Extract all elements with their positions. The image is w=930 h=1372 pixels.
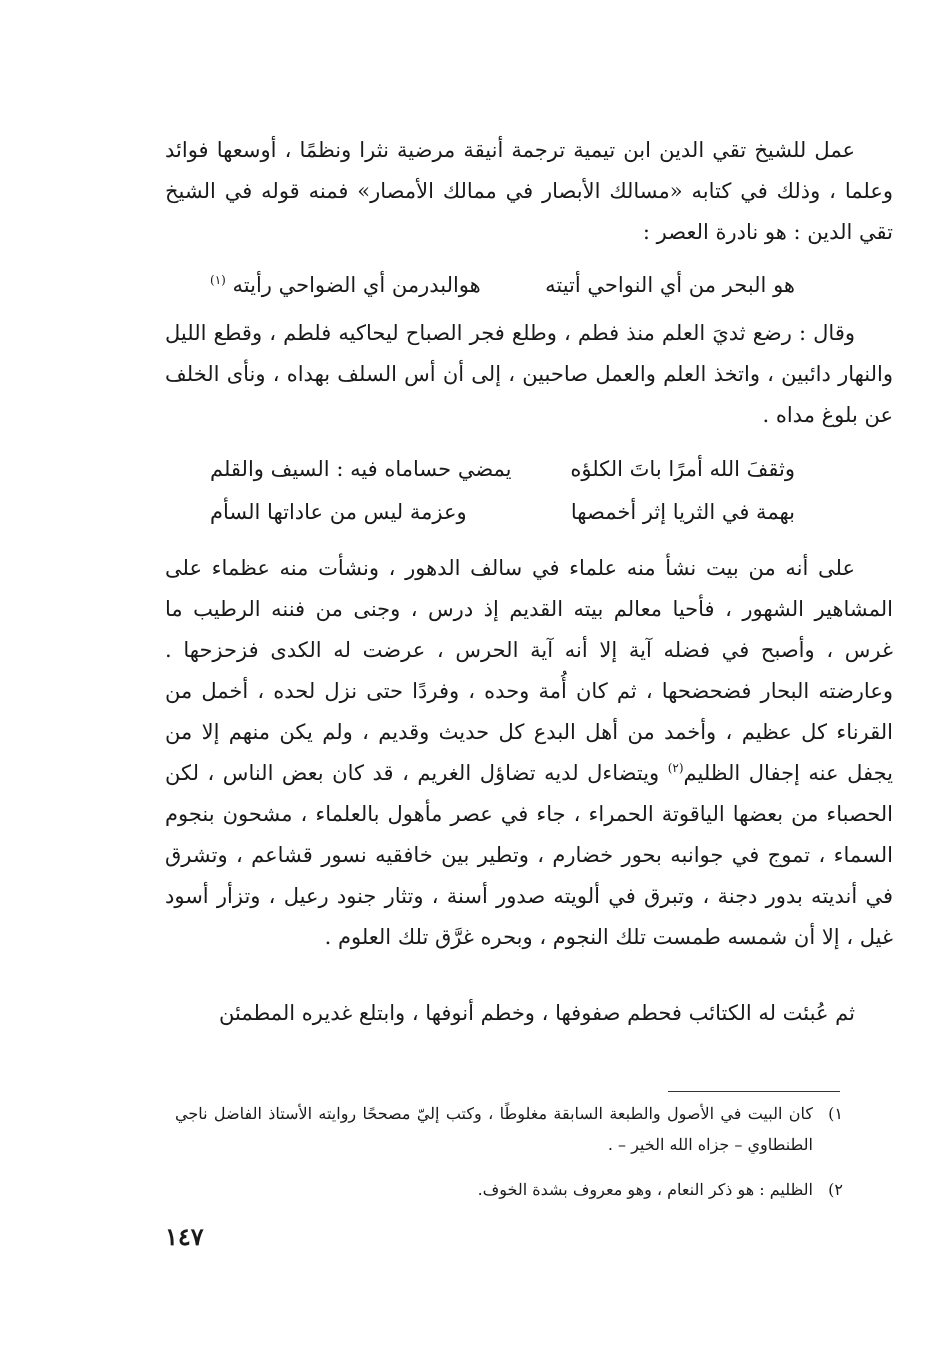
paragraph-lineage-text: على أنه من بيت نشأ منه علماء في سالف الدهور ، ونشأت منه عظماء على المشاهير الشهور ، فأحيا معالم بيته القديم إذ درس ، وجنى من فننه الرطيب ما غرس ، وأصبح في فضله آية إلا أنه آية الحرس ، عرضت له الكدى فزحزحها . وعارضته البحار فضحضحها ، ثم كان أُمة وحده ، وفردًا حتى نزل لحده ، أخمل من القرناء كل عظيم ، وأخمد من أهل البدع كل حديث وقديم ، ولم يكن منهم إلا من يجفل عنه إجفال الظليم$^{(٢)}$ ويتضاءل لديه تضاؤل الغريم ، قد كان بعض الناس ، لكن الحصباء من بعضها الياقوتة الحمراء ، جاء في عصر مأهول بالعلماء ، مشحون بنجوم السماء ، تموج في جوانبه بحور خضارم ، وتطير بين خافقيه نسور قشاعم ، وتشرق في أنديته بدور دجنة ، وتبرق في ألويته صدور أسنة ، وتثار جنود رعيل ، وتزأر أسود غيل ، إلا أن شمسه طمست تلك النجوم ، وبحره غرَّق تلك العلوم . xyxy=(165,556,893,949)
verse-line-1 xyxy=(210,265,795,306)
verse-1-second-hemistich: هوالبدرمن أي الضواحي رأيته $^{(١)}$ xyxy=(210,273,481,297)
page-number: ١٤٧ xyxy=(165,1222,204,1251)
verse-3-second-hemistich: وعزمة ليس من عاداتها السأم xyxy=(210,500,467,524)
footnote-2 xyxy=(175,1174,843,1205)
paragraph-lineage xyxy=(165,548,893,958)
paragraph-battles-text: ثم عُبئت له الكتائب فحطم صفوفها ، وخطم أنوفها ، وابتلع غديره المطمئن xyxy=(219,1001,855,1025)
footnote-ref-1: (١) xyxy=(210,273,226,287)
footnote-ref-2: (٢) xyxy=(667,761,684,775)
paragraph-battles xyxy=(165,993,893,1034)
verse-line-2 xyxy=(210,449,795,490)
footnote-1-number: ١) xyxy=(828,1104,843,1123)
paragraph-intro xyxy=(165,130,893,253)
footnote-2-text: الظليم : هو ذكر النعام ، وهو معروف بشدة الخوف. xyxy=(477,1180,813,1199)
paragraph-praise-text: وقال : رضع ثديَ العلم منذ فطم ، وطلع فجر الصباح ليحاكيه فلطم ، وقطع الليل والنهار دائبين ، واتخذ العلم والعمل صاحبين ، إلى أن أس السلف بهداه ، ونأى الخلف عن بلوغ مداه . xyxy=(165,321,893,427)
paragraph-praise xyxy=(165,313,893,436)
verse-2-first-hemistich: وثقفَ الله أمرًا باتَ الكلؤه xyxy=(570,457,795,481)
verse-line-3 xyxy=(210,492,795,533)
footnotes xyxy=(175,1098,843,1219)
verse-2-second-hemistich: يمضي حساماه فيه : السيف والقلم xyxy=(210,457,512,481)
footnote-separator xyxy=(668,1091,840,1092)
verse-1-first-hemistich: هو البحر من أي النواحي أتيته xyxy=(545,273,795,297)
footnote-1-text: كان البيت في الأصول والطبعة السابقة مغلوطًا ، وكتب إليّ مصححًا روايته الأستاذ الفاضل ناجي الطنطاوي – جزاه الله الخير – . xyxy=(175,1104,813,1154)
verse-3-first-hemistich: بهمة في الثريا إثر أخمصها xyxy=(570,500,795,524)
paragraph-intro-text: عمل للشيخ تقي الدين ابن تيمية ترجمة أنيقة مرضية نثرا ونظمًا ، أوسعها فوائد وعلما ، وذلك في كتابه «مسالك الأبصار في ممالك الأمصار» فمنه قوله في الشيخ تقي الدين : هو نادرة العصر : xyxy=(165,138,893,244)
footnote-1 xyxy=(175,1098,843,1160)
footnote-2-number: ٢) xyxy=(828,1180,843,1199)
